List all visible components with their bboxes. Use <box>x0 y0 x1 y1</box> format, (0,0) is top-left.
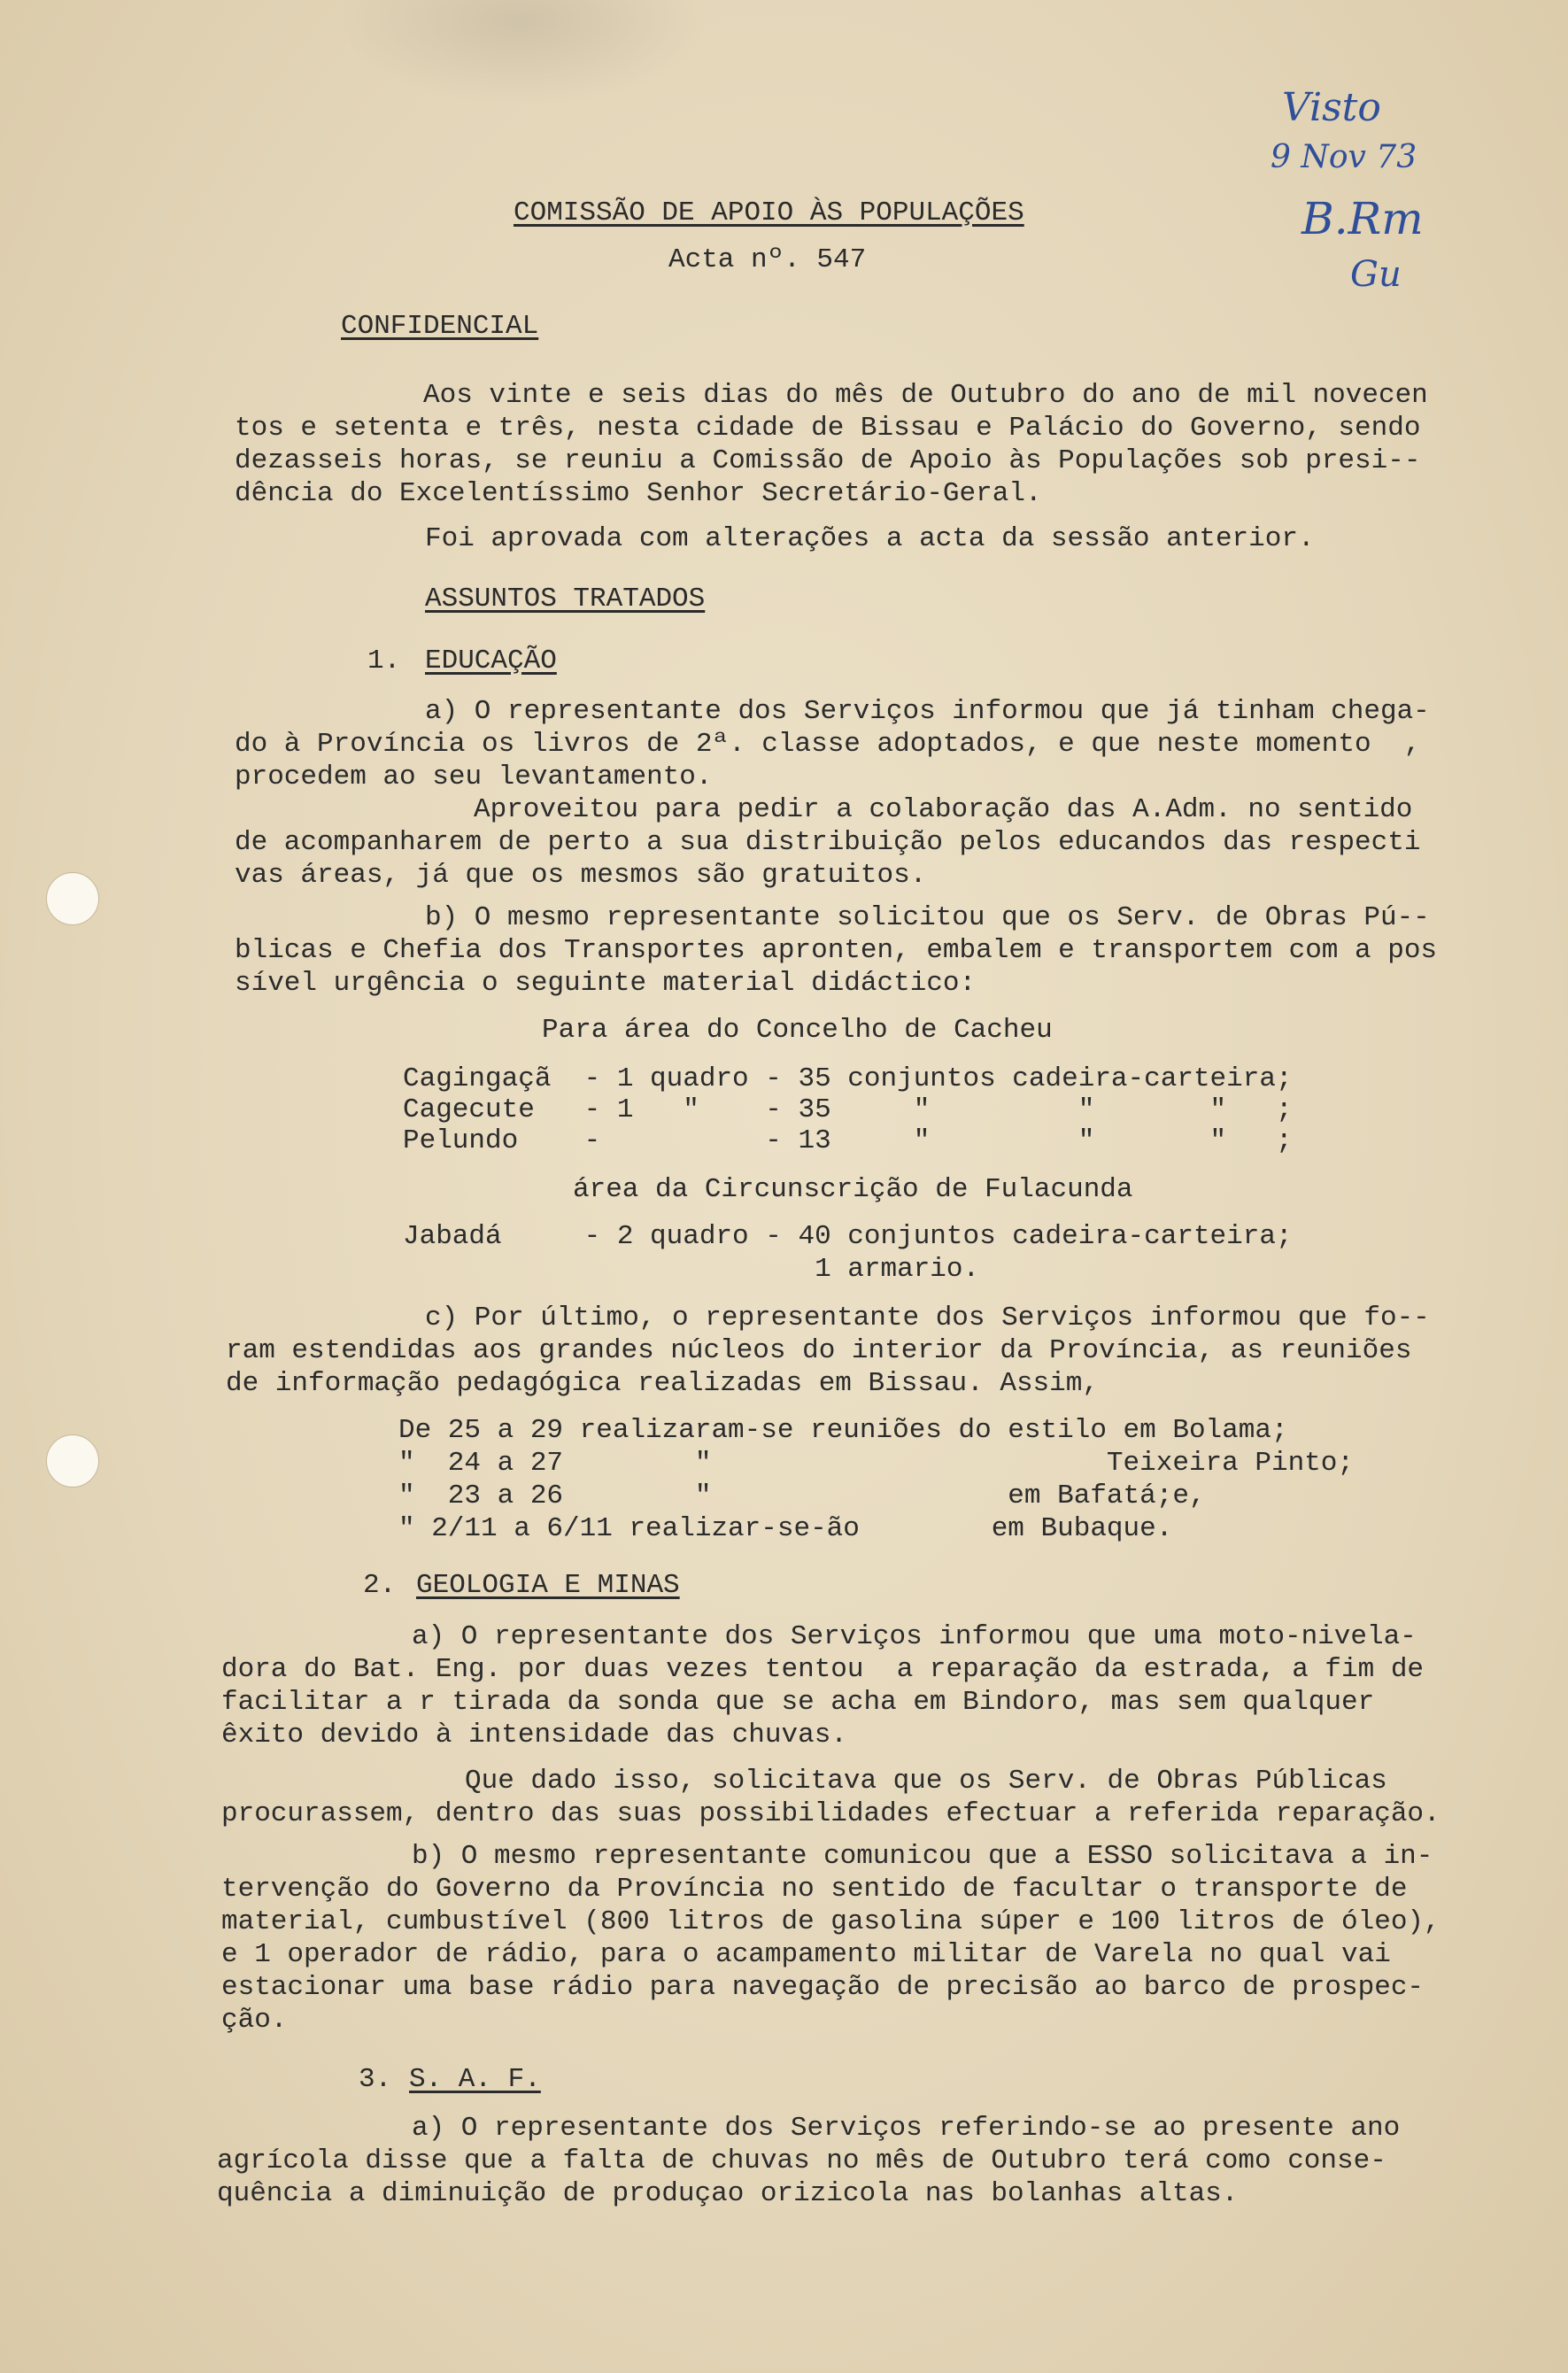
section-1-number: 1. <box>367 645 401 676</box>
s2-a2-line: Que dado isso, solicitava que os Serv. de Obras Públicas <box>465 1766 1387 1797</box>
s2-a2-line: procurassem, dentro das suas possibilidades efectuar a referida reparação. <box>221 1798 1441 1829</box>
s1-a2-line: Aproveitou para pedir a colaboração das A.Adm. no sentido <box>474 794 1413 825</box>
s1-a2-line: vas áreas, já que os mesmos são gratuitos. <box>235 860 927 891</box>
acta-number: Acta nº. 547 <box>668 244 867 275</box>
s2-a-line: dora do Bat. Eng. por duas vezes tentou a reparação da estrada, a fim de <box>221 1654 1425 1685</box>
stamp-smudge <box>336 0 708 106</box>
punch-hole-top <box>46 872 99 925</box>
s3-a-line: a) O representante dos Serviços referindo-se ao presente ano <box>412 2113 1401 2144</box>
s1-c-line: de informação pedagógica realizadas em Bissau. Assim, <box>226 1368 1099 1399</box>
meeting-row: " 2/11 a 6/11 realizar-se-ão em Bubaque. <box>398 1513 1173 1544</box>
assuntos-heading: ASSUNTOS TRATADOS <box>425 584 706 615</box>
handwritten-initial: Gu <box>1350 254 1402 295</box>
s1-c-line: c) Por último, o representante dos Serviços informou que fo-- <box>425 1302 1430 1333</box>
approval-line: Foi aprovada com alterações a acta da sessão anterior. <box>425 523 1315 554</box>
area-heading: Para área do Concelho de Cacheu <box>542 1015 1053 1046</box>
material-row: Jabadá - 2 quadro - 40 conjuntos cadeira-carteira; <box>403 1221 1293 1252</box>
confidential-label: CONFIDENCIAL <box>341 311 539 342</box>
handwritten-date: 9 Nov 73 <box>1271 139 1417 175</box>
s2-a-line: êxito devido à intensidade das chuvas. <box>221 1720 847 1751</box>
document-title: COMISSÃO DE APOIO ÀS POPULAÇÕES <box>514 197 1024 228</box>
section-1-title: EDUCAÇÃO <box>425 645 557 676</box>
s3-a-line: quência a diminuição de produçao orizicola nas bolanhas altas. <box>217 2178 1239 2209</box>
s3-a-line: agrícola disse que a falta de chuvas no mês de Outubro terá como conse- <box>217 2145 1386 2176</box>
handwritten-signature: B.Rm <box>1302 193 1424 244</box>
material-row: Cagingaçã - 1 quadro - 35 conjuntos cadeira-carteira; <box>403 1063 1293 1094</box>
s2-a-line: a) O representante dos Serviços informou que uma moto-nivela- <box>412 1621 1417 1652</box>
s2-b-line: e 1 operador de rádio, para o acampamento militar de Varela no qual vai <box>221 1939 1391 1970</box>
section-2-title: GEOLOGIA E MINAS <box>416 1570 680 1601</box>
intro-line: dezasseis horas, se reuniu a Comissão de Apoio às Populações sob presi-- <box>235 445 1421 476</box>
s2-a-line: facilitar a r tirada da sonda que se acha em Bindoro, mas sem qualquer <box>221 1687 1375 1718</box>
s2-b-line: b) O mesmo representante comunicou que a ESSO solicitava a in- <box>412 1841 1433 1872</box>
section-2-number: 2. <box>363 1570 397 1601</box>
area-heading: área da Circunscrição de Fulacunda <box>573 1174 1133 1205</box>
s1-a-line: a) O representante dos Serviços informou que já tinham chega- <box>425 696 1430 727</box>
meeting-row: De 25 a 29 realizaram-se reuniões do estilo em Bolama; <box>398 1415 1288 1446</box>
s1-a-line: do à Província os livros de 2ª. classe adoptados, e que neste momento , <box>235 729 1421 760</box>
section-3-number: 3. <box>359 2064 392 2095</box>
intro-line: dência do Excelentíssimo Senhor Secretário-Geral. <box>235 478 1042 509</box>
s2-b-line: material, cumbustível (800 litros de gasolina súper e 100 litros de óleo), <box>221 1906 1441 1937</box>
punch-hole-bottom <box>46 1434 99 1488</box>
intro-line: Aos vinte e seis dias do mês de Outubro do ano de mil novecen <box>423 380 1428 411</box>
s2-b-line: ção. <box>221 2005 288 2036</box>
section-3-title: S. A. F. <box>409 2064 541 2095</box>
material-row: Pelundo - - 13 " " " ; <box>403 1125 1293 1156</box>
meeting-row: " 24 a 27 " Teixeira Pinto; <box>398 1448 1354 1479</box>
intro-line: tos e setenta e três, nesta cidade de Bissau e Palácio do Governo, sendo <box>235 413 1421 444</box>
s2-b-line: tervenção do Governo da Província no sentido de facultar o transporte de <box>221 1874 1408 1905</box>
s1-b-line: b) O mesmo representante solicitou que os Serv. de Obras Pú-- <box>425 902 1430 933</box>
meeting-row: " 23 a 26 " em Bafatá;e, <box>398 1480 1206 1511</box>
material-row: Cagecute - 1 " - 35 " " " ; <box>403 1094 1293 1125</box>
s1-c-line: ram estendidas aos grandes núcleos do interior da Província, as reuniões <box>226 1335 1412 1366</box>
material-row: 1 armario. <box>403 1254 980 1285</box>
handwritten-visto: Visto <box>1282 85 1381 130</box>
s1-a-line: procedem ao seu levantamento. <box>235 761 713 792</box>
s1-a2-line: de acompanharem de perto a sua distribuição pelos educandos das respecti <box>235 827 1421 858</box>
s1-b-line: sível urgência o seguinte material didáctico: <box>235 968 977 999</box>
s2-b-line: estacionar uma base rádio para navegação de precisão ao barco de prospec- <box>221 1972 1425 2003</box>
s1-b-line: blicas e Chefia dos Transportes apronten, embalem e transportem com a pos <box>235 935 1438 966</box>
